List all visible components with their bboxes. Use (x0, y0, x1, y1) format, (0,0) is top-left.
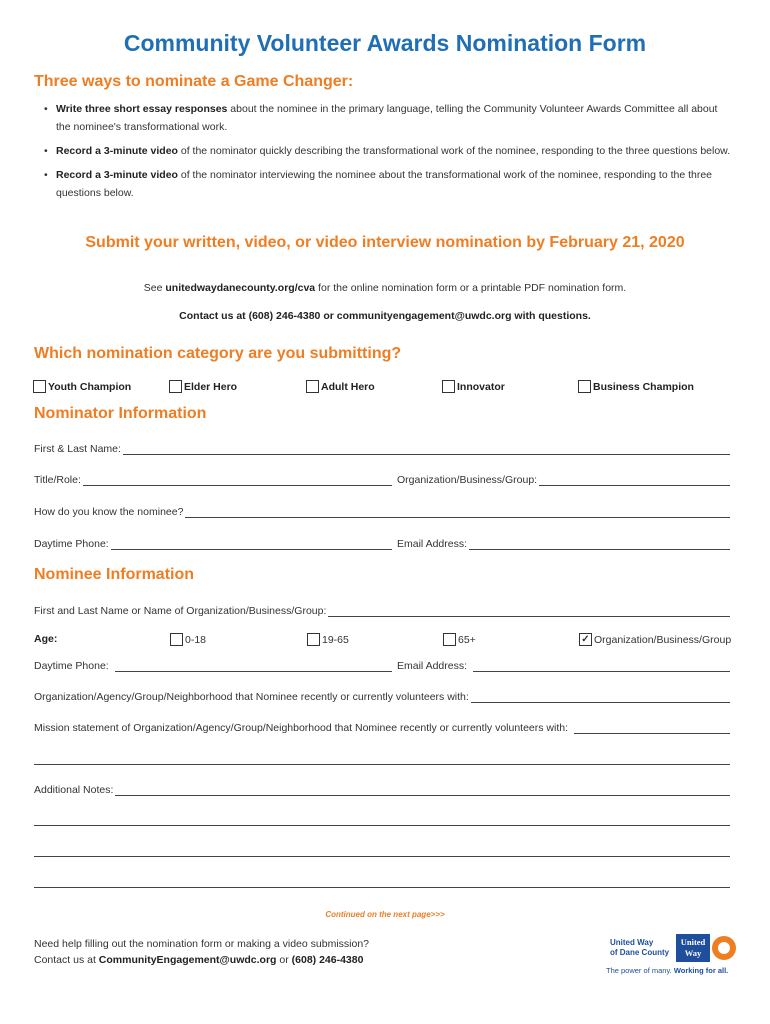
bullet-text: of the nominator interviewing the nominee about the transformational work of the nominee, responding to the three questions below. (56, 169, 713, 199)
category-youth-champion[interactable] (33, 380, 131, 393)
checkbox[interactable] (306, 380, 319, 393)
category-heading: Which nomination category are you submitting? (34, 345, 402, 362)
age-option-label: Organization/Business/Group (594, 633, 732, 646)
field-label: Email Address: (397, 660, 468, 672)
checkbox[interactable] (442, 380, 455, 393)
logo-box-line-1: United (680, 937, 706, 947)
field-label: Email Address: (397, 538, 468, 550)
category-innovator[interactable] (442, 380, 505, 393)
input-line[interactable] (83, 474, 392, 486)
category-adult-hero[interactable] (306, 380, 375, 393)
nominator-email-field[interactable] (397, 536, 730, 550)
age-option-label: 0-18 (185, 633, 207, 646)
help-line-1: Need help filling out the nomination form or making a video submission? (34, 938, 370, 950)
input-line[interactable] (469, 538, 730, 550)
list-item (44, 166, 734, 202)
bullet-bold: Record a 3-minute video (56, 169, 178, 181)
category-label: Adult Hero (321, 380, 375, 393)
input-line[interactable] (471, 691, 730, 703)
age-option-0-18[interactable] (170, 633, 206, 646)
nominee-age-options (34, 633, 734, 649)
input-line[interactable] (473, 660, 730, 672)
age-option-19-65[interactable] (307, 633, 349, 646)
checkbox[interactable] (33, 380, 46, 393)
field-label: How do you know the nominee? (34, 506, 184, 518)
logo-tagline (606, 966, 728, 975)
checkbox[interactable] (443, 633, 456, 646)
input-line[interactable] (574, 722, 730, 734)
ways-list (44, 100, 734, 208)
input-line[interactable] (328, 605, 730, 617)
see-suffix: for the online nomination form or a printable PDF nomination form. (315, 282, 627, 294)
nominator-title-field[interactable] (34, 472, 392, 486)
tagline-plain: The power of many. (606, 966, 674, 975)
age-option-label: 19-65 (322, 633, 349, 646)
age-option-organization[interactable] (579, 633, 731, 646)
notes-line-2[interactable] (34, 825, 730, 826)
nominee-mission-field[interactable] (34, 720, 730, 734)
age-label: Age: (34, 633, 58, 645)
input-line[interactable] (111, 538, 392, 550)
see-link[interactable]: unitedwaydanecounty.org/cva (165, 282, 316, 294)
mission-line-2[interactable] (34, 764, 730, 765)
bullet-bold: Write three short essay responses (56, 103, 228, 115)
logo-line-1: United Way (610, 938, 654, 947)
category-business-champion[interactable] (578, 380, 694, 393)
input-line[interactable] (185, 506, 730, 518)
checkbox[interactable] (578, 380, 591, 393)
nominee-name-field[interactable] (34, 603, 730, 617)
help-text (34, 936, 369, 968)
list-item (44, 100, 734, 136)
input-line[interactable] (539, 474, 730, 486)
additional-notes-field[interactable] (34, 782, 730, 796)
nominator-organization-field[interactable] (397, 472, 730, 486)
category-options (33, 380, 753, 396)
logo-sun-icon (712, 936, 736, 960)
nominee-phone-field[interactable] (34, 658, 392, 672)
age-option-label: 65+ (458, 633, 476, 646)
field-label: Daytime Phone: (34, 660, 109, 672)
nominator-how-know-field[interactable] (34, 504, 730, 518)
category-label: Youth Champion (48, 380, 132, 393)
list-item (44, 142, 734, 160)
tagline-bold: Working for all. (673, 966, 729, 975)
united-way-logo (606, 934, 740, 978)
input-line[interactable] (115, 660, 392, 672)
field-label: First and Last Name or Name of Organization/Business/Group: (34, 605, 327, 617)
bullet-text: of the nominator quickly describing the transformational work of the nominee, responding to the three questions below. (177, 145, 731, 157)
checkbox-checked[interactable]: ✓ (579, 633, 592, 646)
page-title: Community Volunteer Awards Nomination Form (123, 30, 647, 56)
category-label: Innovator (457, 380, 505, 393)
field-label: Mission statement of Organization/Agency/Group/Neighborhood that Nominee recently or currently volunteers with: (34, 722, 569, 734)
input-line[interactable] (123, 443, 730, 455)
nominee-email-field[interactable] (397, 658, 730, 672)
field-label: Title/Role: (34, 474, 81, 486)
field-label: First & Last Name: (34, 443, 121, 455)
category-label: Business Champion (593, 380, 694, 393)
field-label: Daytime Phone: (34, 538, 109, 550)
logo-text (610, 938, 669, 958)
continued-note: Continued on the next page>>> (325, 910, 445, 919)
checkbox[interactable] (307, 633, 320, 646)
help-line-2 (34, 952, 369, 968)
help-email-link[interactable]: CommunityEngagement@uwdc.org (98, 954, 277, 966)
category-label: Elder Hero (184, 380, 238, 393)
see-line (0, 282, 770, 294)
nominator-phone-field[interactable] (34, 536, 392, 550)
nominee-volunteers-with-field[interactable] (34, 689, 730, 703)
age-option-65-plus[interactable] (443, 633, 476, 646)
field-label: Organization/Agency/Group/Neighborhood that Nominee recently or currently volunteers with: (34, 691, 469, 703)
notes-line-4[interactable] (34, 887, 730, 888)
nominator-heading: Nominator Information (34, 405, 207, 422)
logo-box-line-2: Way (684, 948, 702, 958)
submit-heading: Submit your written, video, or video interview nomination by February 21, 2020 (85, 234, 685, 251)
field-label: Organization/Business/Group: (397, 474, 538, 486)
help-prefix: Contact us at (34, 954, 99, 966)
logo-box (676, 934, 710, 962)
bullet-bold: Record a 3-minute video (56, 145, 178, 157)
notes-line-3[interactable] (34, 856, 730, 857)
input-line[interactable] (115, 784, 730, 796)
nominee-heading: Nominee Information (34, 566, 195, 583)
checkbox[interactable] (169, 380, 182, 393)
help-phone: (608) 246-4380 (291, 954, 364, 966)
ways-heading: Three ways to nominate a Game Changer: (34, 73, 354, 90)
bullet-text: about the nominee in the primary language, telling the Community Volunteer Awards Committee all about the nominee's transformational work. (56, 103, 718, 133)
see-prefix: See (143, 282, 166, 294)
contact-line: Contact us at (608) 246-4380 or communityengagement@uwdc.org with questions. (179, 310, 591, 322)
help-mid: or (276, 954, 292, 966)
logo-line-2: of Dane County (610, 948, 670, 957)
checkbox[interactable] (170, 633, 183, 646)
category-elder-hero[interactable] (169, 380, 237, 393)
field-label: Additional Notes: (34, 784, 114, 796)
nominator-name-field[interactable] (34, 441, 730, 455)
